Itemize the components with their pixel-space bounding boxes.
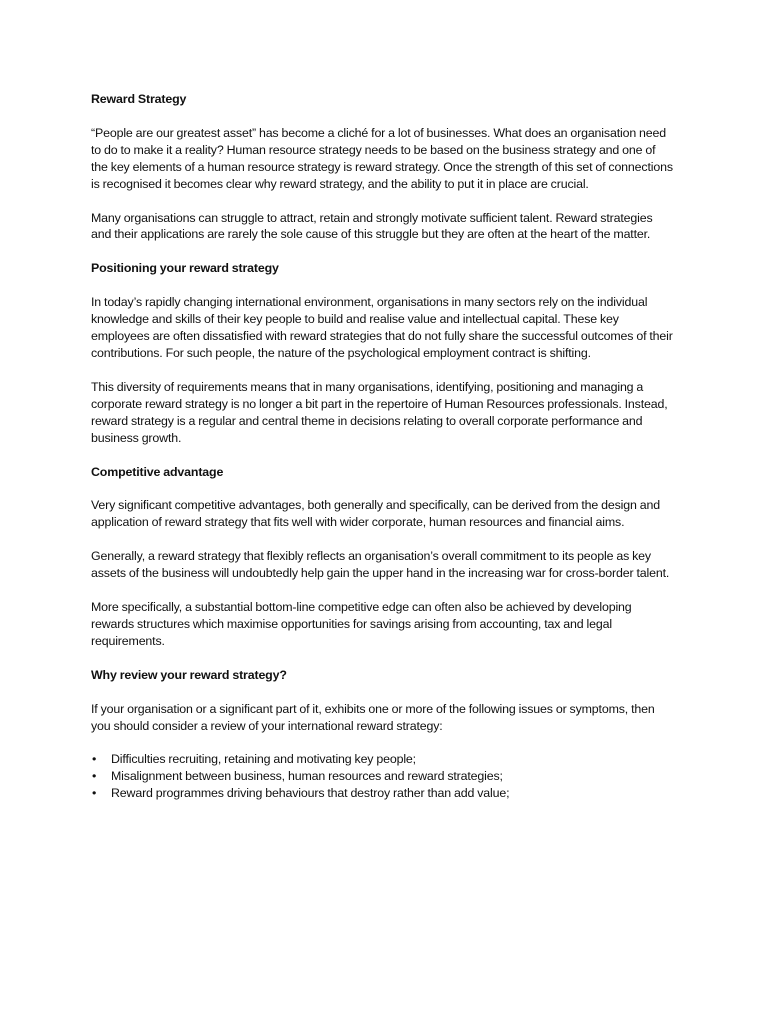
paragraph: In today’s rapidly changing international environment, organisations in many sectors rely on the individual knowledge and skills of their key people to build and realise value and intellectual capital. These key employees are often dissatisfied with reward strategies that do not fully share the successful outcomes of their contributions. For such people, the nature of the psychological employment contract is shifting. bbox=[91, 295, 673, 360]
list-item bbox=[91, 768, 675, 785]
paragraph: “People are our greatest asset” has become a cliché for a lot of businesses. What does an organisation need to do to make it a reality? Human resource strategy needs to be based on the business strategy and one of the key elements of a human resource strategy is reward strategy. Once the strength of this set of connections is recognised it becomes clear why reward strategy, and the ability to put it in place are crucial. bbox=[91, 125, 673, 191]
paragraph: This diversity of requirements means that in many organisations, identifying, positioning and managing a corporate reward strategy is no longer a bit part in the repertoire of Human Resources professionals. Instead, reward strategy is a regular and central theme in decisions relating to overall corporate performance and business growth. bbox=[91, 379, 668, 445]
paragraph: More specifically, a substantial bottom-line competitive edge can often also be achieved by developing rewards structures which maximise opportunities for savings arising from accounting, tax and legal requirements. bbox=[91, 600, 632, 648]
document-page bbox=[91, 91, 675, 802]
section-heading: Why review your reward strategy? bbox=[91, 667, 287, 682]
document-title: Reward Strategy bbox=[91, 92, 187, 106]
bullet-icon: • bbox=[92, 786, 97, 801]
list-item-text: Reward programmes driving behaviours that destroy rather than add value; bbox=[111, 786, 510, 801]
bullet-icon: • bbox=[92, 752, 97, 767]
section-heading: Competitive advantage bbox=[91, 464, 224, 479]
paragraph: Very significant competitive advantages, both generally and specifically, can be derived from the design and application of reward strategy that fits well with wider corporate, human resources and financial aims. bbox=[91, 498, 660, 530]
bullet-list bbox=[91, 751, 675, 802]
bullet-icon: • bbox=[92, 769, 97, 784]
list-item bbox=[91, 785, 675, 802]
paragraph: Many organisations can struggle to attract, retain and strongly motivate sufficient talent. Reward strategies and their applications are rarely the sole cause of this struggle but they are often at the heart of the matter. bbox=[91, 210, 653, 242]
list-item-text: Difficulties recruiting, retaining and motivating key people; bbox=[111, 752, 416, 767]
paragraph: If your organisation or a significant part of it, exhibits one or more of the following issues or symptoms, then you should consider a review of your international reward strategy: bbox=[91, 701, 655, 733]
list-item-text: Misalignment between business, human resources and reward strategies; bbox=[111, 769, 503, 784]
paragraph: Generally, a reward strategy that flexibly reflects an organisation’s overall commitment to its people as key assets of the business will undoubtedly help gain the upper hand in the increasing war for cross-border talent. bbox=[91, 549, 670, 581]
section-heading: Positioning your reward strategy bbox=[91, 261, 279, 276]
list-item bbox=[91, 751, 675, 768]
